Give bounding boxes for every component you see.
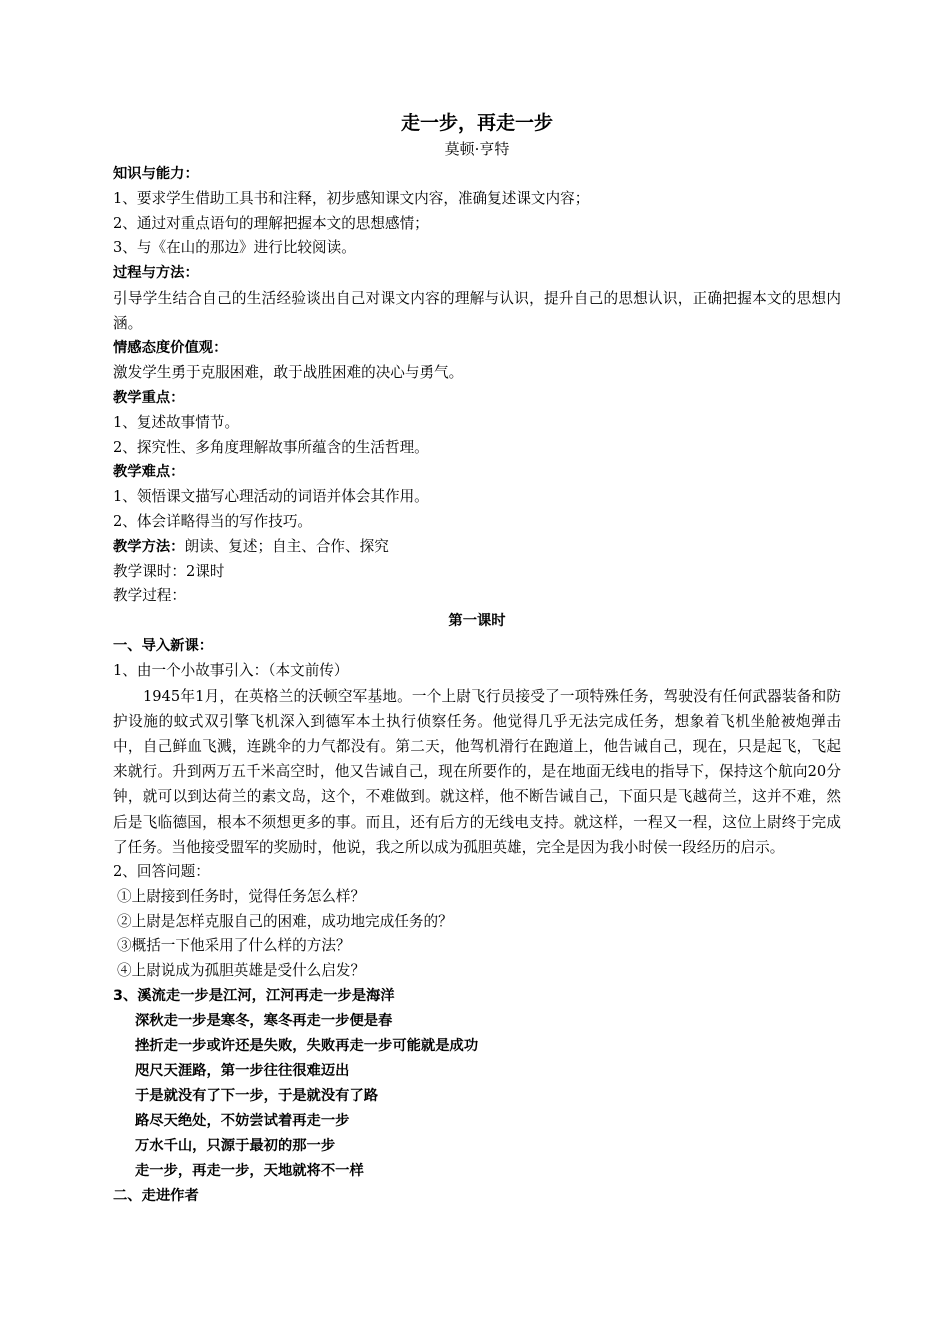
document-title: 走一步，再走一步 <box>400 112 553 134</box>
keypoint-item: 1、复述故事情节。 <box>113 413 240 431</box>
question-item: ④上尉说成为孤胆英雄是受什么启发？ <box>117 962 366 980</box>
question-item: ②上尉是怎样克服自己的困难，成功地完成任务的？ <box>117 912 453 930</box>
poem-text: 溪流走一步是江河，江河再走一步是海洋 <box>137 987 395 1004</box>
poem-line: 于是就没有了下一步，于是就没有了路 <box>135 1087 379 1104</box>
process-text: 引导学生结合自己的生活经验谈出自己对课文内容的理解与认识，提升自己的思想认识，正确把握本文的思想内涵。 <box>113 289 841 333</box>
process-heading: 过程与方法： <box>113 265 199 282</box>
poem-line: 咫尺天涯路，第一步往往很难迈出 <box>135 1062 350 1079</box>
poem-line: 深秋走一步是寒冬，寒冬再走一步便是春 <box>135 1012 393 1029</box>
procedure-line: 教学过程： <box>113 587 186 605</box>
answer-heading: 2、回答问题： <box>113 862 210 880</box>
lesson-heading: 第一课时 <box>448 613 506 630</box>
keypoint-item: 2、探究性、多角度理解故事所蕴含的生活哲理。 <box>113 438 429 456</box>
document-author: 莫顿·亨特 <box>444 140 510 158</box>
knowledge-heading: 知识与能力： <box>113 166 199 182</box>
method-value: 朗读、复述；自主、合作、探究 <box>184 537 389 555</box>
poem-line: 路尽天绝处，不妨尝试着再走一步 <box>135 1112 350 1129</box>
poem-line: 万水千山，只源于最初的那一步 <box>135 1137 336 1154</box>
knowledge-item: 2、通过对重点语句的理解把握本文的思想感情； <box>113 214 429 232</box>
emotion-heading: 情感态度价值观： <box>113 340 228 357</box>
question-item: ③概括一下他采用了什么样的方法？ <box>117 937 351 955</box>
hours-line: 教学课时：2课时 <box>113 562 225 580</box>
method-line <box>113 535 841 560</box>
knowledge-item: 1、要求学生借助工具书和注释，初步感知课文内容，准确复述课文内容； <box>113 189 590 207</box>
story-paragraph: 1945年1月，在英格兰的沃顿空军基地。一个上尉飞行员接受了一项特殊任务，驾驶没有任何武器装备和防护设施的蚊式双引擎飞机深入到德军本土执行侦察任务。他觉得几乎无法完成任务，想象着飞机坐舱被炮弹击中，自己鲜血飞溅，连跳伞的力气都没有。第二天，他驾机滑行在跑道上，他告诫自己，现在，只是起飞，飞起来就行。升到两万五千米高空时，他又告诫自己，现在所要作的，是在地面无线电的指导下，保持这个航向20分钟，就可以到达荷兰的素文岛，这个，不难做到。就这样，他不断告诫自己，下面只是飞越荷兰，这并不难，然后是飞临德国，根本不须想更多的事。而且，还有后方的无线电支持。就这样，一程又一程，这位上尉终于完成了任务。当他接受盟军的奖励时，他说，我之所以成为孤胆英雄，完全是因为我小时侯一段经历的启示。 <box>113 687 841 856</box>
document-page <box>113 108 841 1209</box>
section-heading: 二、走进作者 <box>113 1187 199 1204</box>
method-label: 教学方法： <box>113 538 185 555</box>
difficulty-item: 2、体会详略得当的写作技巧。 <box>113 512 313 530</box>
keypoints-heading: 教学重点： <box>113 389 185 406</box>
poem-line: 走一步，再走一步，天地就将不一样 <box>135 1162 364 1179</box>
section-heading: 一、导入新课： <box>113 637 214 654</box>
knowledge-item: 3、与《在山的那边》进行比较阅读。 <box>113 239 356 257</box>
emotion-text: 激发学生勇于克服困难，敢于战胜困难的决心与勇气。 <box>113 364 464 382</box>
poem-line: 挫折走一步或许还是失败，失败再走一步可能就是成功 <box>135 1037 479 1054</box>
question-item: ①上尉接到任务时，觉得任务怎么样？ <box>117 887 366 905</box>
intro-line: 1、由一个小故事引入：（本文前传） <box>113 661 349 679</box>
poem-line <box>113 984 841 1009</box>
difficulties-heading: 教学难点： <box>113 464 185 481</box>
difficulty-item: 1、领悟课文描写心理活动的词语并体会其作用。 <box>113 488 429 506</box>
poem-number: 3、 <box>113 987 138 1004</box>
